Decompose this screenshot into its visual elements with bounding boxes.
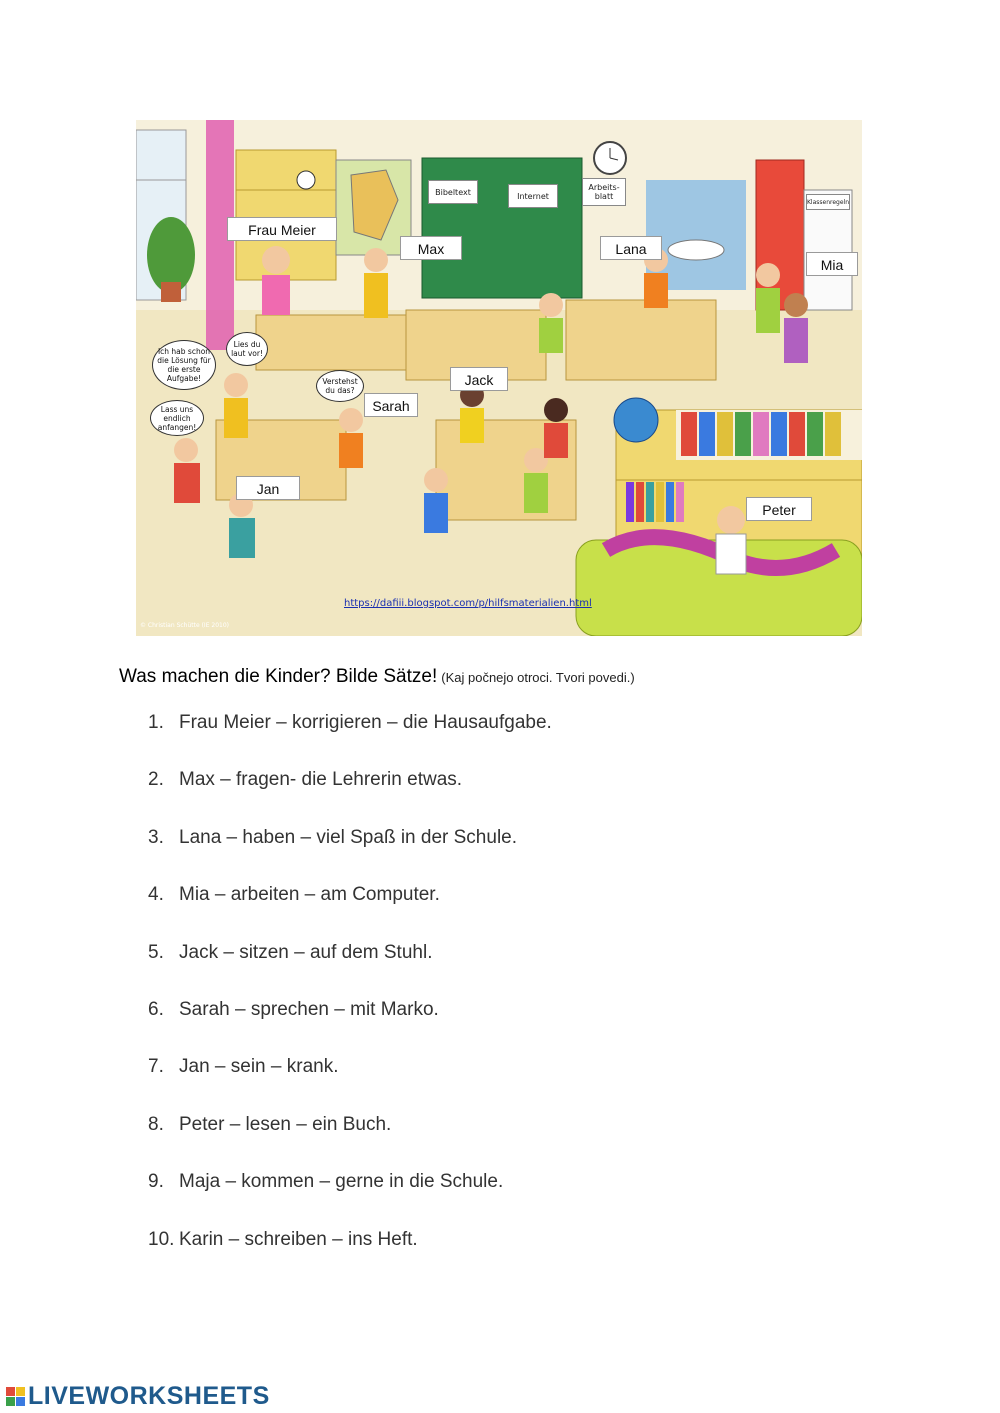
list-item: [148, 1223, 552, 1280]
label-lana: Lana: [600, 236, 662, 260]
label-mia: Mia: [806, 252, 858, 276]
sign-klassenregeln: Klassenregeln: [806, 194, 850, 210]
item-text: Karin – schreiben – ins Heft.: [179, 1228, 418, 1250]
item-number: 10.: [148, 1228, 175, 1250]
item-text: Lana – haben – viel Spaß in der Schule.: [179, 826, 518, 848]
item-number: 7.: [148, 1056, 164, 1078]
item-text: Maja – kommen – gerne in die Schule.: [179, 1171, 504, 1193]
list-item: [148, 1108, 552, 1165]
item-text: Max – fragen- die Lehrerin etwas.: [179, 769, 463, 791]
item-text: Sarah – sprechen – mit Marko.: [179, 998, 439, 1020]
sentence-list: [148, 706, 552, 1280]
item-number: 1.: [148, 712, 164, 733]
item-number: 8.: [148, 1113, 164, 1135]
list-item: [148, 706, 552, 763]
speech-bubble-verstehst: Verstehst du das?: [316, 370, 364, 402]
task-heading: [119, 666, 635, 688]
list-item: [148, 1165, 552, 1222]
list-item: [148, 878, 552, 935]
label-sarah: Sarah: [364, 393, 418, 417]
item-number: 2.: [148, 769, 164, 791]
list-item: [148, 1050, 552, 1107]
list-item: [148, 821, 552, 878]
speech-bubble-anfangen: Lass uns endlich anfangen!: [150, 400, 204, 436]
task-subheading: (Kaj počnejo otroci. Tvori povedi.): [441, 670, 635, 685]
list-item: [148, 763, 552, 820]
logo-text: LIVEWORKSHEETS: [28, 1381, 270, 1410]
item-number: 4.: [148, 884, 164, 906]
label-frau-meier: Frau Meier: [227, 217, 337, 241]
item-text: Jan – sein – krank.: [179, 1056, 339, 1078]
label-max: Max: [400, 236, 462, 260]
item-number: 3.: [148, 826, 164, 848]
teacher-desk: [256, 315, 406, 370]
list-item: [148, 993, 552, 1050]
classroom-illustration: [136, 120, 862, 636]
label-peter: Peter: [746, 497, 812, 521]
item-number: 5.: [148, 941, 164, 963]
label-jan: Jan: [236, 476, 300, 500]
item-number: 9.: [148, 1171, 164, 1193]
item-number: 6.: [148, 998, 164, 1020]
sign-arbeitsblatt: Arbeits- blatt: [582, 178, 626, 206]
item-text: Jack – sitzen – auf dem Stuhl.: [179, 941, 433, 963]
chalkboard: [422, 158, 582, 298]
source-link[interactable]: https://dafiii.blogspot.com/p/hilfsmaterialien.html: [344, 598, 592, 609]
list-item: [148, 936, 552, 993]
plant: [147, 217, 195, 293]
door: [756, 160, 804, 310]
task-heading-text: Was machen die Kinder? Bilde Sätze!: [119, 666, 438, 687]
speech-bubble-lies: Lies du laut vor!: [226, 332, 268, 366]
globe: [614, 398, 658, 442]
item-text: Frau Meier – korrigieren – die Hausaufgabe.: [179, 712, 552, 733]
sign-bibeltext: Bibeltext: [428, 180, 478, 204]
sign-internet: Internet: [508, 184, 558, 208]
speech-bubble-loesung: Ich hab schon die Lösung für die erste Aufgabe!: [152, 340, 216, 390]
copyright-note: © Christian Schütte (IE 2010): [140, 622, 230, 629]
item-text: Mia – arbeiten – am Computer.: [179, 884, 440, 906]
logo-blocks-icon: [6, 1387, 25, 1406]
item-text: Peter – lesen – ein Buch.: [179, 1113, 392, 1135]
label-jack: Jack: [450, 367, 508, 391]
liveworksheets-logo[interactable]: [6, 1381, 270, 1411]
